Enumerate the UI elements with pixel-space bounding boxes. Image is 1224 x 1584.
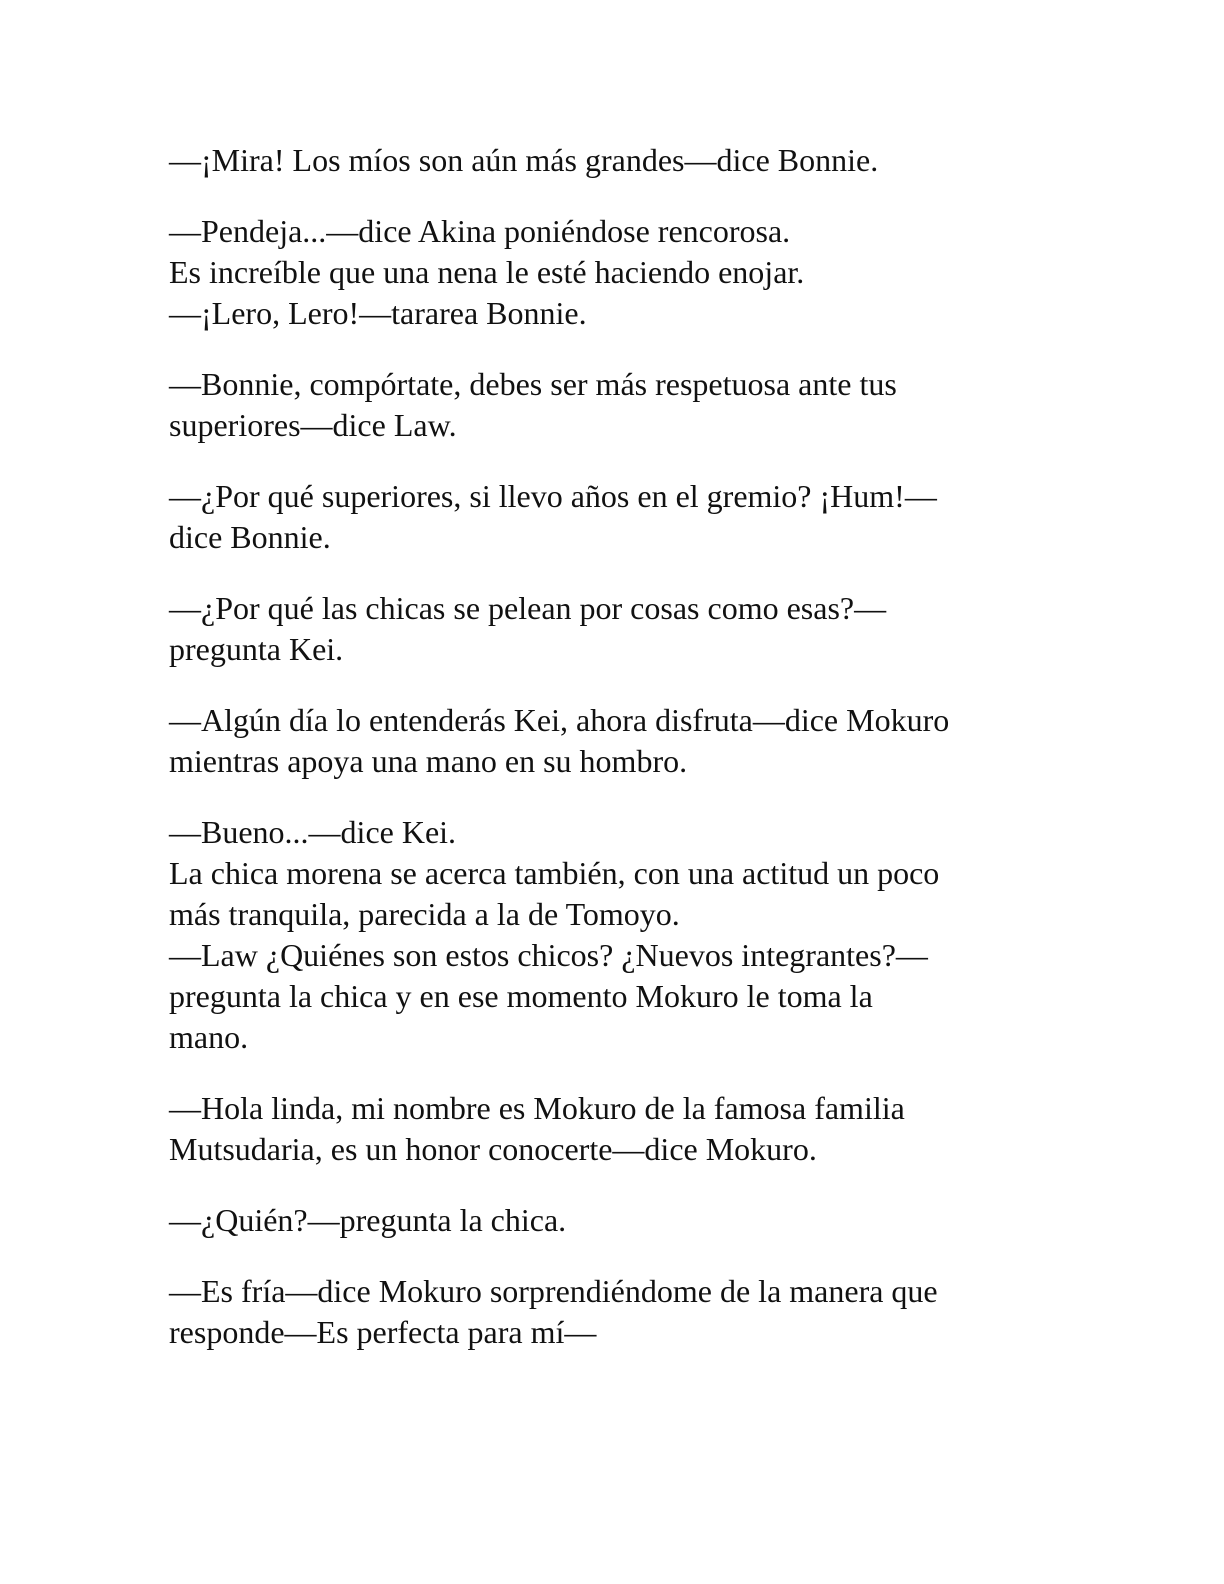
text-line: —Es fría—dice Mokuro sorprendiéndome de la manera que [169,1273,938,1309]
text-line: mano. [169,1019,249,1055]
paragraph [169,588,1059,670]
text-line: La chica morena se acerca también, con una actitud un poco [169,855,940,891]
text-line: mientras apoya una mano en su hombro. [169,743,688,779]
paragraph [169,812,1059,1058]
text-line: —¡Lero, Lero!—tararea Bonnie. [169,295,587,331]
text-line: —¿Quién?—pregunta la chica. [169,1202,567,1238]
text-line: pregunta Kei. [169,631,344,667]
text-line: —¿Por qué las chicas se pelean por cosas como esas?— [169,590,887,626]
text-line: —¡Mira! Los míos son aún más grandes—dice Bonnie. [169,142,879,178]
paragraph [169,1271,1059,1353]
text-line: dice Bonnie. [169,519,331,555]
paragraph [169,140,1059,181]
paragraph [169,211,1059,334]
text-line: Es increíble que una nena le esté haciendo enojar. [169,254,805,290]
paragraph [169,476,1059,558]
text-line: superiores—dice Law. [169,407,457,443]
text-line: Mutsudaria, es un honor conocerte—dice Mokuro. [169,1131,817,1167]
text-line: —Bueno...—dice Kei. [169,814,457,850]
paragraph [169,1088,1059,1170]
text-line: —¿Por qué superiores, si llevo años en el gremio? ¡Hum!— [169,478,937,514]
body-text [169,140,1059,1383]
text-line: responde—Es perfecta para mí— [169,1314,597,1350]
text-line: —Bonnie, compórtate, debes ser más respetuosa ante tus [169,366,897,402]
text-line: —Law ¿Quiénes son estos chicos? ¿Nuevos integrantes?— [169,937,928,973]
text-line: —Pendeja...—dice Akina poniéndose rencorosa. [169,213,791,249]
paragraph [169,364,1059,446]
text-line: —Algún día lo entenderás Kei, ahora disfruta—dice Mokuro [169,702,950,738]
paragraph [169,700,1059,782]
text-line: —Hola linda, mi nombre es Mokuro de la famosa familia [169,1090,905,1126]
text-line: pregunta la chica y en ese momento Mokuro le toma la [169,978,873,1014]
text-line: más tranquila, parecida a la de Tomoyo. [169,896,680,932]
paragraph [169,1200,1059,1241]
